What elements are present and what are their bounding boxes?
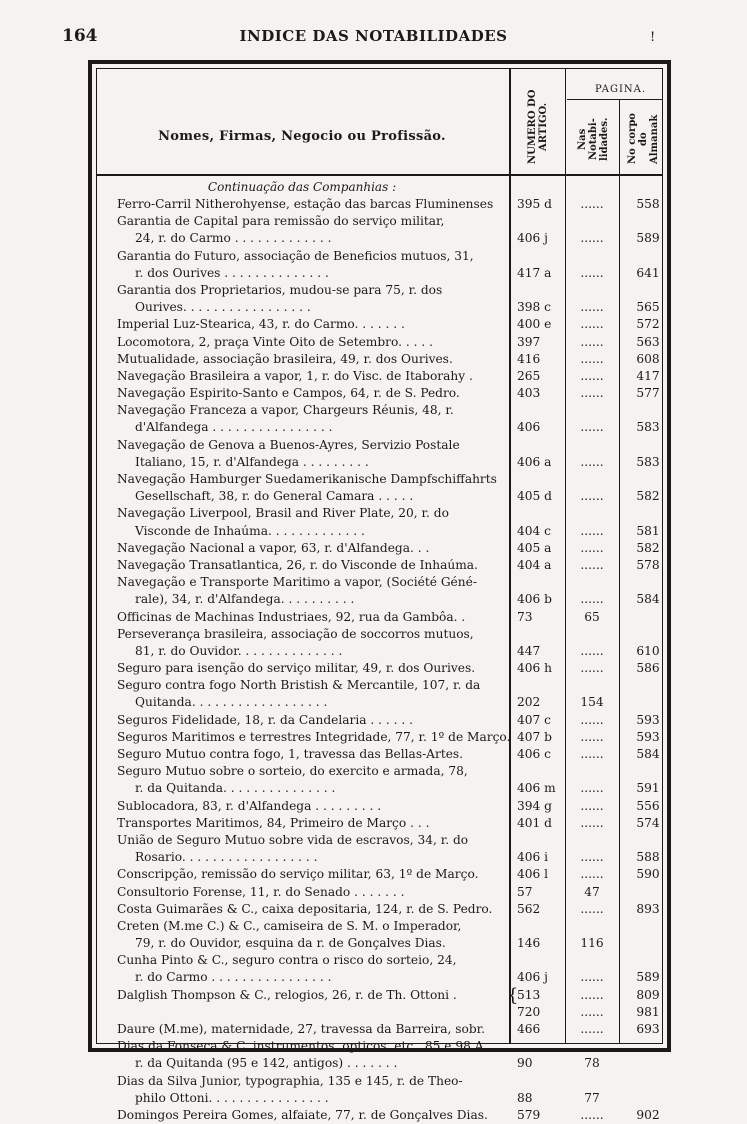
entry-notab: 116 (580, 936, 604, 951)
entry-text-continuation: 24, r. do Carmo . . . . . . . . . . . . . (135, 231, 332, 246)
entry-artigo: 447 (517, 643, 541, 658)
entry-notab: ...... (580, 368, 604, 383)
entry-almanak: 583 (636, 420, 660, 435)
list-item (97, 282, 662, 316)
entry-text: Navegação e Transporte Maritimo a vapor, (Société Géné- (117, 575, 477, 590)
list-item (97, 729, 662, 746)
list-item (97, 660, 662, 677)
entry-text: Dias da Silva Junior, typographia, 135 e 145, r. de Theo- (117, 1073, 463, 1088)
list-item (97, 866, 662, 883)
header-pagina-rule (567, 99, 662, 100)
entry-artigo: 417 a (517, 265, 552, 280)
list-item (97, 1038, 662, 1072)
entry-almanak: 608 (636, 351, 660, 366)
entry-almanak: 593 (636, 712, 660, 727)
entry-notab: ...... (580, 197, 604, 211)
entry-artigo: 513 (517, 987, 541, 1002)
entry-notab: 78 (584, 1056, 600, 1071)
entry-text-continuation: d'Alfandega . . . . . . . . . . . . . . . . (135, 420, 333, 435)
entry-text: Navegação Transatlantica, 26, r. do Visconde de Inhaúma. (117, 557, 478, 572)
entry-almanak: 577 (636, 386, 660, 401)
entry-text: Seguro Mutuo sobre o sorteio, do exercito e armada, 78, (117, 764, 468, 779)
entry-notab: ...... (580, 351, 604, 366)
entry-notab: ...... (580, 334, 604, 349)
list-item (97, 1073, 662, 1107)
header-rule (97, 174, 662, 176)
header-pagina: PAGINA. (594, 84, 647, 95)
entry-artigo: 405 a (517, 540, 552, 555)
entry-almanak: 589 (636, 970, 660, 985)
list-item (97, 901, 662, 918)
entry-artigo: 405 d (517, 489, 552, 504)
entry-text-continuation: Quitanda. . . . . . . . . . . . . . . . . . (135, 695, 328, 710)
entry-text: Navegação Brasileira a vapor, 1, r. do Visc. de Itaborahy . (117, 368, 473, 383)
entry-almanak: 582 (636, 540, 660, 555)
entry-text: Cunha Pinto & C., seguro contra o risco do sorteio, 24, (117, 953, 457, 968)
entry-artigo: 73 (517, 609, 533, 624)
entry-almanak: 582 (636, 489, 660, 504)
running-head: INDICE DAS NOTABILIDADES (239, 27, 508, 45)
entry-almanak: 584 (636, 592, 660, 607)
entry-text-continuation: Rosario. . . . . . . . . . . . . . . . . . (135, 850, 318, 865)
entry-notab: ...... (580, 643, 604, 658)
entry-text-continuation: Visconde de Inhaúma. . . . . . . . . . . . . (135, 523, 365, 538)
entry-notab: 77 (584, 1090, 600, 1105)
entry-text: Mutualidade, associação brasileira, 49, r. dos Ourives. (117, 351, 453, 366)
entry-notab: ...... (580, 540, 604, 555)
entry-notab: 47 (584, 884, 600, 899)
entry-artigo: 406 j (517, 231, 548, 246)
list-item (97, 368, 662, 385)
entry-almanak: 556 (636, 798, 660, 813)
list-item (97, 402, 662, 436)
entry-almanak: 593 (636, 729, 660, 744)
entry-almanak: 610 (636, 643, 660, 658)
entry-almanak: 563 (636, 334, 660, 349)
entry-brace: { (507, 984, 519, 1006)
entry-text: Domingos Pereira Gomes, alfaiate, 77, r. de Gonçalves Dias. (117, 1107, 488, 1122)
entry-artigo: 720 (517, 1004, 541, 1019)
list-item (97, 334, 662, 351)
entry-text: Creten (M.me C.) & C., camiseira de S. M. o Imperador, (117, 918, 462, 933)
entry-notab: ...... (580, 712, 604, 727)
list-item (97, 984, 662, 1021)
entry-artigo: 202 (517, 695, 541, 710)
list-item (97, 746, 662, 763)
entry-notab: ...... (580, 970, 604, 985)
entry-notab: ...... (580, 1004, 604, 1019)
entry-notab: ...... (580, 747, 604, 761)
entry-text-continuation: philo Ottoni. . . . . . . . . . . . . . . . (135, 1090, 329, 1105)
entry-artigo: 403 (517, 386, 541, 401)
entry-notab: ...... (580, 987, 604, 1002)
list-item (97, 763, 662, 797)
entry-notab: ...... (580, 265, 604, 280)
entry-notab: ...... (580, 815, 604, 830)
list-item (97, 196, 662, 213)
list-item (97, 884, 662, 901)
entry-almanak: 584 (636, 747, 660, 761)
entry-text: Consultorio Forense, 11, r. do Senado . . . . . . . (117, 884, 405, 899)
entry-text: Seguro contra fogo North Bristish & Mercantile, 107, r. da (117, 678, 481, 693)
entry-notab: ...... (580, 592, 604, 607)
entry-almanak: 693 (636, 1022, 660, 1036)
entry-notab: ...... (580, 867, 604, 882)
entry-artigo: 406 m (517, 781, 556, 796)
subheading: Continuação das Companhias : (207, 180, 397, 194)
header-nas-notabilidades: Nas Notabi- lidades. (577, 117, 610, 161)
entry-almanak: 565 (636, 300, 660, 315)
entry-almanak: 591 (636, 781, 660, 796)
header-main-label: Nomes, Firmas, Negocio ou Profissão. (158, 129, 446, 144)
entry-artigo: 562 (517, 901, 541, 916)
entry-notab: ...... (580, 386, 604, 401)
entry-text-continuation: 79, r. do Ouvidor, esquina da r. de Gonçalves Dias. (135, 936, 446, 951)
list-item (97, 471, 662, 505)
entry-text: Seguros Maritimos e terrestres Integridade, 77, r. 1º de Março. (117, 729, 511, 744)
entry-text-continuation: Italiano, 15, r. d'Alfandega . . . . . . . . . (135, 454, 369, 469)
entry-artigo: 406 i (517, 850, 549, 865)
entry-text-continuation: rale), 34, r. d'Alfandega. . . . . . . . . . (135, 592, 355, 607)
entry-text: Locomotora, 2, praça Vinte Oito de Setembro. . . . . (117, 334, 433, 349)
entry-text: Navegação Nacional a vapor, 63, r. d'Alfandega. . . (117, 540, 430, 555)
entry-text: União de Seguro Mutuo sobre vida de escravos, 34, r. do (117, 832, 469, 847)
list-item (97, 832, 662, 866)
entry-text-continuation: r. da Quitanda (95 e 142, antigos) . . . . . . . (135, 1056, 398, 1071)
entry-text: Officinas de Machinas Industriaes, 92, rua da Gambôa. . (117, 609, 466, 624)
entry-notab: ...... (580, 557, 604, 572)
entry-text: Navegação Liverpool, Brasil and River Plate, 20, r. do (117, 506, 449, 521)
list-item (97, 505, 662, 539)
entry-almanak: 981 (636, 1004, 660, 1019)
entry-artigo: 406 b (517, 592, 552, 607)
list-item (97, 952, 662, 986)
entry-artigo: 466 (517, 1022, 541, 1036)
entry-notab: ...... (580, 300, 604, 315)
entry-notab: ...... (580, 850, 604, 865)
entry-notab: ...... (580, 489, 604, 504)
entry-artigo: 416 (517, 351, 541, 366)
entry-text-continuation: r. do Carmo . . . . . . . . . . . . . . . . (135, 970, 332, 985)
entry-notab: ...... (580, 798, 604, 813)
list-item (97, 626, 662, 660)
entry-artigo: 397 (517, 334, 541, 349)
entry-text: Daure (M.me), maternidade, 27, travessa da Barreira, sobr. (117, 1022, 486, 1036)
list-item (97, 798, 662, 815)
entry-text: Navegação de Genova a Buenos-Ayres, Servizio Postale (117, 437, 460, 452)
entry-almanak: 572 (636, 317, 660, 332)
entry-artigo: 404 a (517, 557, 552, 572)
entry-notab: ...... (580, 231, 604, 246)
list-item (97, 918, 662, 952)
entry-almanak: 558 (636, 197, 660, 211)
entry-notab: 65 (584, 609, 600, 624)
entry-notab: ...... (580, 661, 604, 676)
entry-artigo: 579 (517, 1107, 541, 1122)
list-item (97, 815, 662, 832)
entry-text: Garantia dos Proprietarios, mudou-se para 75, r. dos (117, 282, 443, 297)
entry-text: Navegação Franceza a vapor, Chargeurs Réunis, 48, r. (117, 403, 454, 418)
entry-notab: ...... (580, 1022, 604, 1036)
header-no-corpo-almanak: No corpo do Almanak (627, 113, 660, 165)
entry-artigo: 406 l (517, 867, 549, 882)
entry-almanak: 574 (636, 815, 660, 830)
entry-almanak: 583 (636, 454, 660, 469)
entry-text: Dalglish Thompson & C., relogios, 26, r. de Th. Ottoni . (117, 987, 457, 1002)
entry-almanak: 893 (636, 901, 660, 916)
list-item (97, 385, 662, 402)
entry-artigo: 400 e (517, 317, 552, 332)
entry-text-continuation: r. da Quitanda. . . . . . . . . . . . . . . (135, 781, 336, 796)
entry-notab: ...... (580, 317, 604, 332)
list-item (97, 213, 662, 247)
list-item (97, 248, 662, 282)
entry-notab: 154 (580, 695, 604, 710)
list-item (97, 712, 662, 729)
entry-text-continuation: 81, r. do Ouvidor. . . . . . . . . . . . . . (135, 643, 343, 658)
entry-text: Conscripção, remissão do serviço militar, 63, 1º de Março. (117, 867, 479, 882)
entry-text: Seguros Fidelidade, 18, r. da Candelaria . . . . . . (117, 712, 414, 727)
entry-almanak: 589 (636, 231, 660, 246)
entry-artigo: 146 (517, 936, 541, 951)
entry-artigo: 406 h (517, 661, 552, 676)
entry-text: Seguro Mutuo contra fogo, 1, travessa das Bellas-Artes. (117, 747, 464, 761)
entry-notab: ...... (580, 1107, 604, 1122)
entry-artigo: 57 (517, 884, 533, 899)
entry-artigo: 394 g (517, 798, 552, 813)
entry-artigo: 398 c (517, 300, 551, 315)
list-item (97, 557, 662, 574)
entry-notab: ...... (580, 729, 604, 744)
entry-notab: ...... (580, 523, 604, 538)
entry-text: Garantia do Futuro, associação de Beneficios mutuos, 31, (117, 248, 474, 263)
entry-almanak: 809 (636, 987, 660, 1002)
entry-text: Costa Guimarães & C., caixa depositaria, 124, r. de S. Pedro. (117, 901, 493, 916)
page-number: 164 (62, 26, 98, 46)
entry-artigo: 406 j (517, 970, 548, 985)
list-item (97, 677, 662, 711)
entry-almanak: 417 (636, 368, 660, 383)
entry-notab: ...... (580, 420, 604, 435)
entry-text-continuation: r. dos Ourives . . . . . . . . . . . . . . (135, 265, 329, 280)
entries-list (97, 196, 662, 1124)
entry-artigo: 88 (517, 1090, 533, 1105)
entry-artigo: 90 (517, 1056, 533, 1071)
entry-artigo: 395 d (517, 197, 552, 211)
list-item (97, 540, 662, 557)
entry-text-continuation: Ourives. . . . . . . . . . . . . . . . . (135, 300, 311, 315)
entry-notab: ...... (580, 901, 604, 916)
list-item (97, 351, 662, 368)
entry-text: Sublocadora, 83, r. d'Alfandega . . . . . . . . . (117, 798, 382, 813)
list-item (97, 574, 662, 608)
entry-almanak: 581 (636, 523, 660, 538)
entry-text: Seguro para isenção do serviço militar, 49, r. dos Ourives. (117, 661, 476, 676)
entry-artigo: 407 c (517, 712, 551, 727)
table-header (97, 69, 662, 174)
entry-text: Navegação Espirito-Santo e Campos, 64, r. de S. Pedro. (117, 386, 460, 401)
entry-text: Dias da Fonseca & C, instrumentos, opticos, etc., 85 e 98 A, (117, 1039, 488, 1054)
entry-artigo: 407 b (517, 729, 552, 744)
corner-mark: ! (650, 30, 656, 45)
list-item (97, 609, 662, 626)
index-table-frame (88, 60, 671, 1122)
list-item (97, 437, 662, 471)
entry-notab: ...... (580, 781, 604, 796)
header-numero-artigo: NUMERO DO ARTIGO. (527, 89, 549, 165)
entry-artigo: 406 c (517, 747, 551, 761)
entry-artigo: 265 (517, 368, 541, 383)
entry-text-continuation: Gesellschaft, 38, r. do General Camara . . . . . (135, 489, 414, 504)
entry-text: Navegação Hamburger Suedamerikanische Dampfschiffahrts (117, 472, 497, 486)
entry-artigo: 401 d (517, 815, 552, 830)
list-item (97, 1021, 662, 1038)
list-item (97, 316, 662, 333)
entry-text: Garantia de Capital para remissão do serviço militar, (117, 214, 445, 229)
entry-artigo: 406 a (517, 454, 552, 469)
entry-notab: ...... (580, 454, 604, 469)
entry-almanak: 586 (636, 661, 660, 676)
index-table (96, 68, 663, 1122)
entry-almanak: 902 (636, 1107, 660, 1122)
entry-almanak: 590 (636, 867, 660, 882)
entry-text: Imperial Luz-Stearica, 43, r. do Carmo. . . . . . . (117, 317, 405, 332)
entry-almanak: 641 (636, 265, 660, 280)
entry-text: Ferro-Carril Nitherohyense, estação das barcas Fluminenses (117, 197, 494, 211)
entry-almanak: 588 (636, 850, 660, 865)
entry-almanak: 578 (636, 557, 660, 572)
entry-text: Perseverança brasileira, associação de soccorros mutuos, (117, 626, 474, 641)
entry-text: Transportes Maritimos, 84, Primeiro de Março . . . (117, 815, 430, 830)
entry-artigo: 406 (517, 420, 541, 435)
entry-artigo: 404 c (517, 523, 551, 538)
list-item (97, 1107, 662, 1124)
